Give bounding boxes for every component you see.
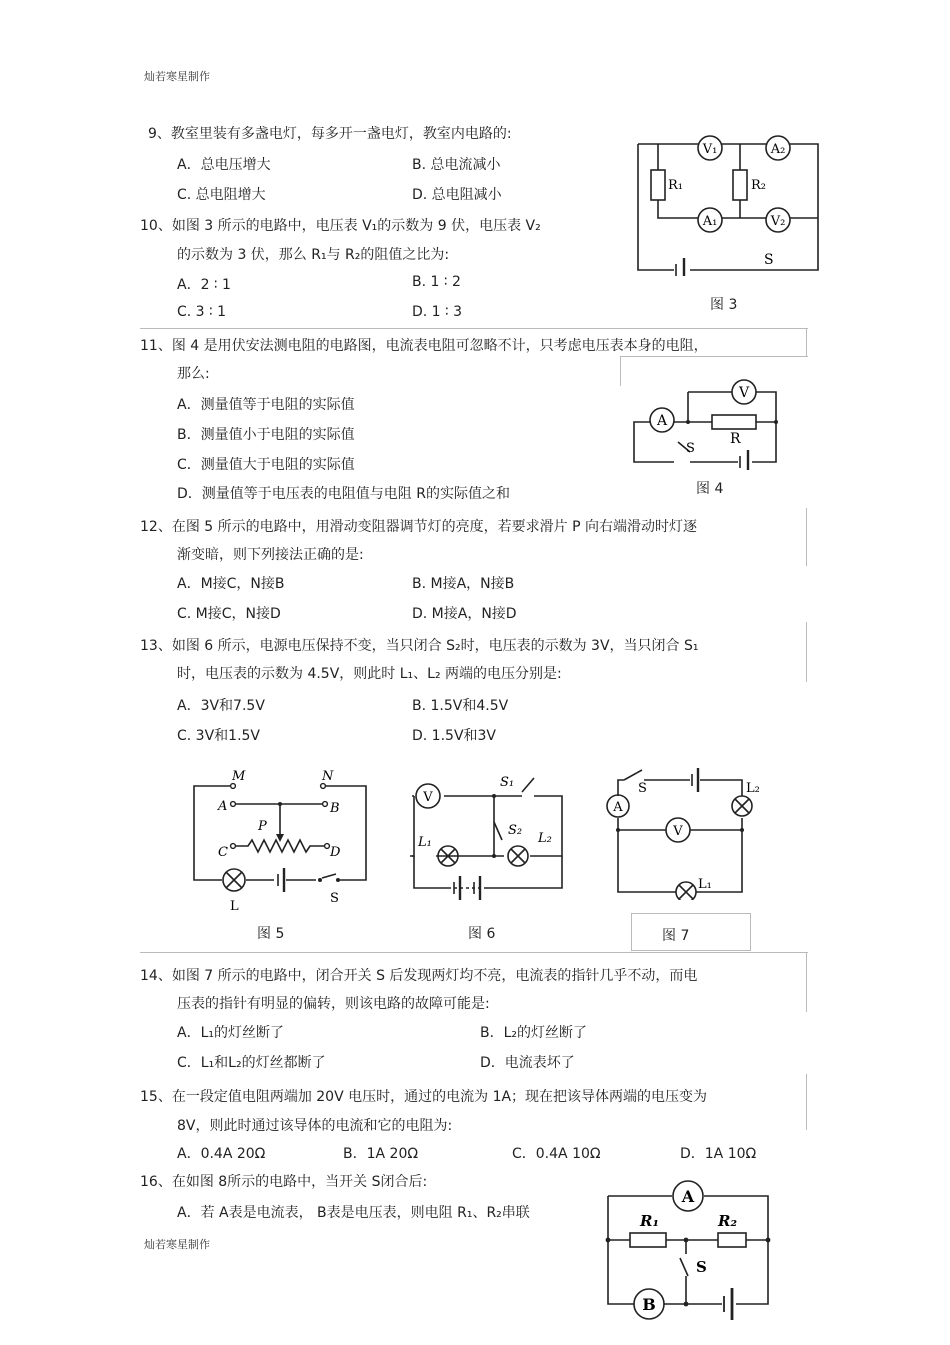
fig5-b-label: B: [330, 801, 340, 816]
fig4-r-label: R: [730, 431, 741, 447]
question-15: 15、在一段定值电阻两端加 20V 电压时，通过的电流为 1A；现在把该导体两端的电压变为: [140, 1089, 708, 1105]
separator-line: [620, 356, 808, 357]
fig7-l2-label: L₂: [746, 781, 760, 796]
question-9: 9、教室里装有多盏电灯，每多开一盏电灯，教室内电路的:: [148, 126, 512, 142]
question-15-line2: 8V，则此时通过该导体的电流和它的电阻为:: [177, 1118, 453, 1134]
fig8-a-label: A: [681, 1187, 695, 1206]
fig3-s-label: S: [764, 252, 774, 268]
option-14a: A．L₁的灯丝断了: [177, 1025, 284, 1041]
separator-line: [806, 508, 807, 566]
separator-line: [806, 328, 807, 356]
fig4-v-label: V: [738, 385, 750, 401]
option-13b: B. 1.5V和4.5V: [412, 698, 509, 714]
fig3-r2-label: R₂: [751, 178, 766, 193]
figure-6-caption: 图 6: [468, 926, 496, 942]
fig4-s-label: S: [686, 441, 695, 456]
option-14b: B．L₂的灯丝断了: [480, 1025, 588, 1041]
fig4-a-label: A: [656, 413, 668, 429]
fig5-m-label: M: [232, 769, 246, 784]
figure-4-circuit: [630, 374, 780, 470]
fig6-s2-label: S₂: [508, 823, 523, 838]
fig5-a-label: A: [218, 799, 228, 814]
fig5-l-label: L: [230, 899, 239, 914]
fig3-v1-label: V₁: [702, 142, 718, 157]
figure-7-caption-box: [631, 913, 751, 951]
fig5-c-label: C: [218, 845, 228, 860]
separator-line: [806, 1074, 807, 1130]
figure-4-caption: 图 4: [696, 481, 724, 497]
fig7-a-label: A: [613, 800, 623, 815]
figure-8-circuit: [600, 1176, 776, 1328]
option-9a: A．总电压增大: [177, 157, 271, 173]
question-13-line2: 时，电压表的示数为 4.5V，则此时 L₁、L₂ 两端的电压分别是:: [177, 666, 562, 682]
figure-7-circuit: [600, 766, 776, 900]
option-16a: A．若 A表是电流表， B表是电压表，则电阻 R₁、R₂串联: [177, 1205, 530, 1221]
fig5-p-label: P: [258, 819, 267, 834]
option-9d: D. 总电阻减小: [412, 187, 502, 203]
separator-line: [620, 356, 621, 386]
option-15a: A．0.4A 20Ω: [177, 1146, 266, 1162]
option-10c: C. 3 ∶ 1: [177, 304, 227, 320]
figure-6-circuit: [408, 770, 568, 908]
figure-3-circuit: [632, 134, 824, 276]
separator-line: [140, 952, 808, 953]
option-11c: C．测量值大于电阻的实际值: [177, 457, 355, 473]
option-10a: A．2 ∶ 1: [177, 277, 231, 293]
question-14-line2: 压表的指针有明显的偏转，则该电路的故障可能是:: [177, 996, 490, 1012]
fig5-d-label: D: [330, 845, 341, 860]
fig7-l1-label: L₁: [698, 877, 712, 892]
fig6-s1-label: S₁: [500, 775, 515, 790]
fig7-v-label: V: [673, 824, 683, 839]
option-14d: D．电流表坏了: [480, 1055, 575, 1071]
separator-line: [806, 622, 807, 682]
question-11-line2: 那么:: [177, 366, 210, 382]
figure-3-caption: 图 3: [710, 297, 738, 313]
figure-5-circuit: [190, 766, 380, 914]
separator-line: [806, 952, 807, 1012]
option-12d: D. M接A，N接D: [412, 606, 517, 622]
option-9b: B. 总电流减小: [412, 157, 501, 173]
option-10b: B. 1 ∶ 2: [412, 274, 461, 290]
question-11: 11、图 4 是用伏安法测电阻的电路图，电流表电阻可忽略不计，只考虑电压表本身的电阻，: [140, 338, 708, 354]
fig3-a1-label: A₁: [702, 214, 718, 229]
fig7-s-label: S: [638, 781, 647, 796]
fig5-s-label: S: [330, 891, 339, 906]
fig3-r1-label: R₁: [668, 178, 683, 193]
question-14: 14、如图 7 所示的电路中，闭合开关 S 后发现两灯均不亮，电流表的指针几乎不动，而电: [140, 968, 698, 984]
page-footer: 灿若寒星制作: [144, 1238, 210, 1251]
fig8-r1-label: R₁: [640, 1212, 660, 1230]
option-12a: A．M接C，N接B: [177, 576, 285, 592]
figure-7-caption: 图 7: [662, 928, 690, 944]
option-13a: A．3V和7.5V: [177, 698, 265, 714]
option-12b: B. M接A，N接B: [412, 576, 515, 592]
option-11b: B．测量值小于电阻的实际值: [177, 427, 355, 443]
fig8-s-label: S: [696, 1258, 707, 1276]
option-10d: D. 1 ∶ 3: [412, 304, 463, 320]
option-13d: D. 1.5V和3V: [412, 728, 497, 744]
fig8-b-label: B: [642, 1295, 656, 1314]
option-11d: D．测量值等于电压表的电阻值与电阻 R的实际值之和: [177, 486, 510, 502]
figure-5-caption: 图 5: [257, 926, 285, 942]
separator-line: [140, 328, 808, 329]
question-13: 13、如图 6 所示，电源电压保持不变，当只闭合 S₂时，电压表的示数为 3V，当只闭合 S₁: [140, 638, 699, 654]
fig8-r2-label: R₂: [718, 1212, 738, 1230]
question-12: 12、在图 5 所示的电路中，用滑动变阻器调节灯的亮度，若要求滑片 P 向右端滑动时灯逐: [140, 519, 697, 535]
question-10: 10、如图 3 所示的电路中，电压表 V₁的示数为 9 伏，电压表 V₂: [140, 218, 541, 234]
option-13c: C. 3V和1.5V: [177, 728, 261, 744]
fig5-n-label: N: [322, 769, 334, 784]
option-14c: C．L₁和L₂的灯丝都断了: [177, 1055, 326, 1071]
question-10-line2: 的示数为 3 伏，那么 R₁与 R₂的阻值之比为:: [177, 247, 450, 263]
fig6-l1-label: L₁: [418, 835, 432, 850]
question-16: 16、在如图 8所示的电路中，当开关 S闭合后:: [140, 1174, 428, 1190]
fig6-l2-label: L₂: [538, 831, 552, 846]
page-header: 灿若寒星制作: [144, 70, 210, 83]
fig3-v2-label: V₂: [770, 214, 786, 229]
option-15b: B．1A 20Ω: [343, 1146, 419, 1162]
question-12-line2: 渐变暗，则下列接法正确的是:: [177, 547, 364, 563]
option-15d: D．1A 10Ω: [680, 1146, 757, 1162]
option-9c: C. 总电阻增大: [177, 187, 266, 203]
option-11a: A．测量值等于电阻的实际值: [177, 397, 355, 413]
option-15c: C．0.4A 10Ω: [512, 1146, 601, 1162]
fig3-a2-label: A₂: [770, 142, 786, 157]
option-12c: C. M接C，N接D: [177, 606, 281, 622]
fig6-v-label: V: [423, 790, 433, 805]
